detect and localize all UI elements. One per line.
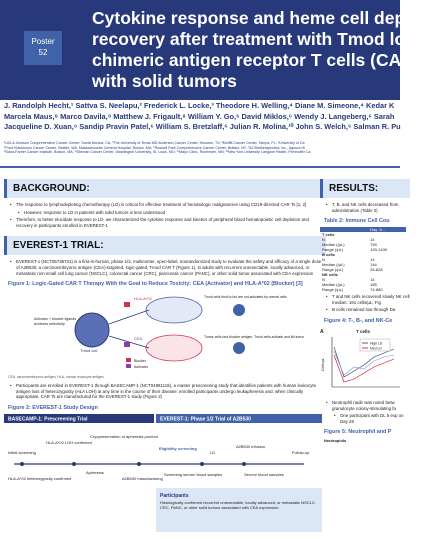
everest-label: EVEREST-1: Phase 1/2 Trial of A2B530 <box>160 416 251 423</box>
legend-activator-swatch <box>126 364 131 368</box>
label-ligand-b: achieves selectivity <box>34 322 65 327</box>
basecamp-label: BASECAMP-1: Prescreening Trial <box>8 416 88 423</box>
table-row: N 14 <box>322 237 375 243</box>
series-line <box>334 355 394 382</box>
label-normal: Tmod cells bind to but are not activated by normal cells <box>204 295 287 300</box>
cryo-label: Cryopreservation of apheresis product <box>90 433 158 439</box>
figure-4-ylabel: Cells/µL <box>321 358 325 371</box>
series-line <box>334 351 394 375</box>
table-row: T cells <box>322 232 335 238</box>
table-row: N 14 <box>322 277 375 283</box>
figure-5-title: Figure 5: Neutrophil and P <box>324 429 392 436</box>
serum-label: Serum/ blood samples <box>244 471 284 477</box>
figure-4-series-title: T cells <box>356 328 371 334</box>
background-bullet: • However, response to LD in patients with solid tumors is less understood <box>18 210 326 216</box>
legend-activator-label: Activator <box>134 365 148 370</box>
tmod-cell-small <box>233 342 245 354</box>
manufacturing-label: A2B530 manufacturing <box>122 475 163 481</box>
hla-a02-label: HLA-A*02 LOH confirmed <box>46 439 92 445</box>
table-row: N 14 <box>322 257 375 263</box>
participants-heading: Participants <box>160 492 189 499</box>
poster-header <box>0 0 420 100</box>
poster-title: Cytokine response and heme cell deple recovery after treatment with Tmod log chimeric antigen receptor T cells (CAR with solid tumors <box>92 8 420 91</box>
trial-bullet: • EVEREST-1 (NCT05736731) is a first-in-human, phase 1/2, multicenter, open-label, nonrandomized study to evaluate the safety and efficacy of a single dose of A2B530, a carcinoembryonic antigen (CEA)-targeted, logic-gated, Tmod CAR T (Figure 1), in adults with recurrent unresectable, locally advanced, or metastatic non-small cell lung cancer (NSCLC), colorectal cancer (CRC), pancreatic cancer (PANC), or other solid tumor associated with CEA expression <box>10 259 326 276</box>
poster-number-badge <box>24 31 62 65</box>
figure-5-series-title: Neutrophils <box>324 438 347 444</box>
left-column <box>4 175 326 539</box>
table-row: Range (/µL) 26-828 <box>322 267 383 273</box>
figure-4-chart <box>320 327 400 393</box>
table-header: Day -5 ... <box>370 227 387 233</box>
immune-cell-table <box>320 227 406 292</box>
figure-1-diagram <box>4 290 320 370</box>
trial-heading: EVEREST-1 TRIAL: <box>4 236 326 255</box>
affiliations: ¹UCLA Jonsson Comprehensive Cancer Center, Santa Monica, CA; ²The University of Texas MD Anderson Cancer Center, Houston, TX; ³Moffitt Cancer Center, Tampa, FL; ⁴University of Ca ⁵Fred Hutchinson Cancer Center, Seattle, WA; Massachusetts General Hospital, Boston, MA; ⁶Roswell Park Comprehensive Cancer Center, Buffalo, NY; ⁷A2 Biotherapeutics, Inc., Agoura Hi ⁸Dana-Farber Cancer Institute, Boston, MA; ⁹Siteman Cancer Center, Washington University, St. Louis, MO; ¹⁰Mayo Clinic, Rochester, MN; ¹¹New York University Langone Health, Perlmutter Ca <box>4 141 311 155</box>
results-bullet: • B cells remained low through Da <box>326 307 410 313</box>
participants-text: Histologically confirmed recurrent unresectable, locally advanced, or metastatic NSCLC, CRC, PANC, or other solid tumors associated with CEA expression <box>160 499 316 510</box>
table-row: Range (/µL) 74-880 <box>322 287 383 293</box>
figure-2-diagram <box>4 414 322 534</box>
label-activator: CEA <box>134 336 143 342</box>
label-blocker: HLA-A*02 <box>134 296 152 302</box>
figure-4-tag: A <box>320 328 324 335</box>
table-row: Median (/µL) 144 <box>322 262 377 268</box>
trial-bullet: • Participants are enrolled in EVEREST-1 through BASECAMP-1 (NCT04981119), a master prescreening study that identifies patients with human leukocyte antigen loss of heterozygosity (HLA LOH) at any time in the course of their disease; enrolled participants undergo leukapheresis and, when clinically appropriate, CAR Ts are manufactured for the EVEREST-1 study (Figure 2) <box>10 383 326 400</box>
tmod-cell-small <box>233 304 245 316</box>
hla-a02-het-label: HLA-A*02 heterozygosity confirmed <box>8 475 72 481</box>
figure-1-title: Figure 1: Logic-Gated CAR T Therapy With the Goal to Reduce Toxicity: CEA (Activator) and HLA-A*02 (Blocker) [3] <box>8 281 303 288</box>
author-list: J. Randolph Hecht,¹ Sattva S. Neelapu,² Frederick L. Locke,³ Theodore H. Welling,⁴ Diane M. Simeone,⁴ Kedar K Marcela Maus,⁸ Marco Davila,⁹ Matthew J. Frigault,⁸ William Y. Go,⁶ David Miklos,⁶ Wendy J. Langeberg,⁶ Sarah Jacqueline D. Xuan,⁶ Sandip Pravin Patel,⁶ William S. Bretzlaff,⁶ Julian R. Molina,¹⁰ John S. Welch,⁶ Salman R. Pu <box>4 101 401 131</box>
tmod-cell <box>75 313 109 347</box>
poster-badge-label: Poster <box>31 37 55 46</box>
figure-4-title: Figure 4: T-, B-, and NK-Ce <box>324 317 393 324</box>
table-row: Median (/µL) 185 <box>322 282 377 288</box>
screening-serum-label: Screening serum/ blood samples <box>164 471 223 477</box>
initial-screening-label: Initial screening <box>8 449 36 455</box>
table-row: Range (/µL) 193-1430 <box>322 247 388 253</box>
results-bullet: • Neutrophil nadir was noted betw granulocyte colony-stimulating fa <box>326 400 410 411</box>
a2b530-infusion-label: A2B530 infusion <box>236 443 266 449</box>
results-bullet: • T and NK cells recovered slowly NK cell median: 191 cells/µL, Fig <box>326 294 410 305</box>
background-bullet: • The response to lymphodepleting chemotherapy (LD) is critical for effective treatment of hematologic malignancies using CD19-directed CAR Ts [1, 2] <box>10 202 326 208</box>
tumor-cell <box>146 335 202 361</box>
label-tmod: Tmod cell <box>80 348 98 354</box>
background-bullet: • Therefore, to better elucidate response to LD, we characterized the cytokine response and kinetics of peripheral blood hematopoietic cell depletion and recovery in participants enrolled in EVEREST-1 <box>10 217 326 228</box>
legend-blocker-label: Blocker <box>134 359 146 364</box>
header-rule <box>0 166 400 168</box>
table-2-title: Table 2: Immune Cell Cou <box>324 218 390 225</box>
followup-label: Follow-up <box>292 449 310 455</box>
figure-1-footnote: CEA, carcinoembryonic antigen; HLA, human leukocyte antigen. <box>8 375 105 380</box>
table-row: B cells <box>322 252 335 258</box>
ld-label: LD <box>210 449 216 455</box>
poster-badge-number: 52 <box>38 48 48 57</box>
eligibility-label: Eligibility screening <box>159 445 197 451</box>
results-heading: RESULTS: <box>320 179 410 198</box>
normal-cell <box>146 297 202 323</box>
right-column <box>320 175 410 443</box>
background-heading: BACKGROUND: <box>4 179 326 198</box>
label-ligand-a: Activator + blocker ligands <box>34 317 77 322</box>
figure-2-title: Figure 2: EVEREST-1 Study Design <box>8 404 98 411</box>
results-bullet: • One participant with DL 5 exp on Day 28 <box>334 413 410 424</box>
table-row: NK cells <box>322 272 338 278</box>
legend-blocker-swatch <box>126 358 131 362</box>
legend-entry: High LD <box>370 341 383 346</box>
results-bullet: • T, B, and NK cells decreased from administration (Table 2) <box>326 202 410 213</box>
legend-entry: Med LD <box>370 346 382 351</box>
apheresis-label: Apheresis <box>86 469 104 475</box>
label-tumor: Tumor cells lack blocker antigen, Tmod cells activate and kill tumor <box>204 335 305 340</box>
table-row: Median (/µL) 759 <box>322 242 377 248</box>
